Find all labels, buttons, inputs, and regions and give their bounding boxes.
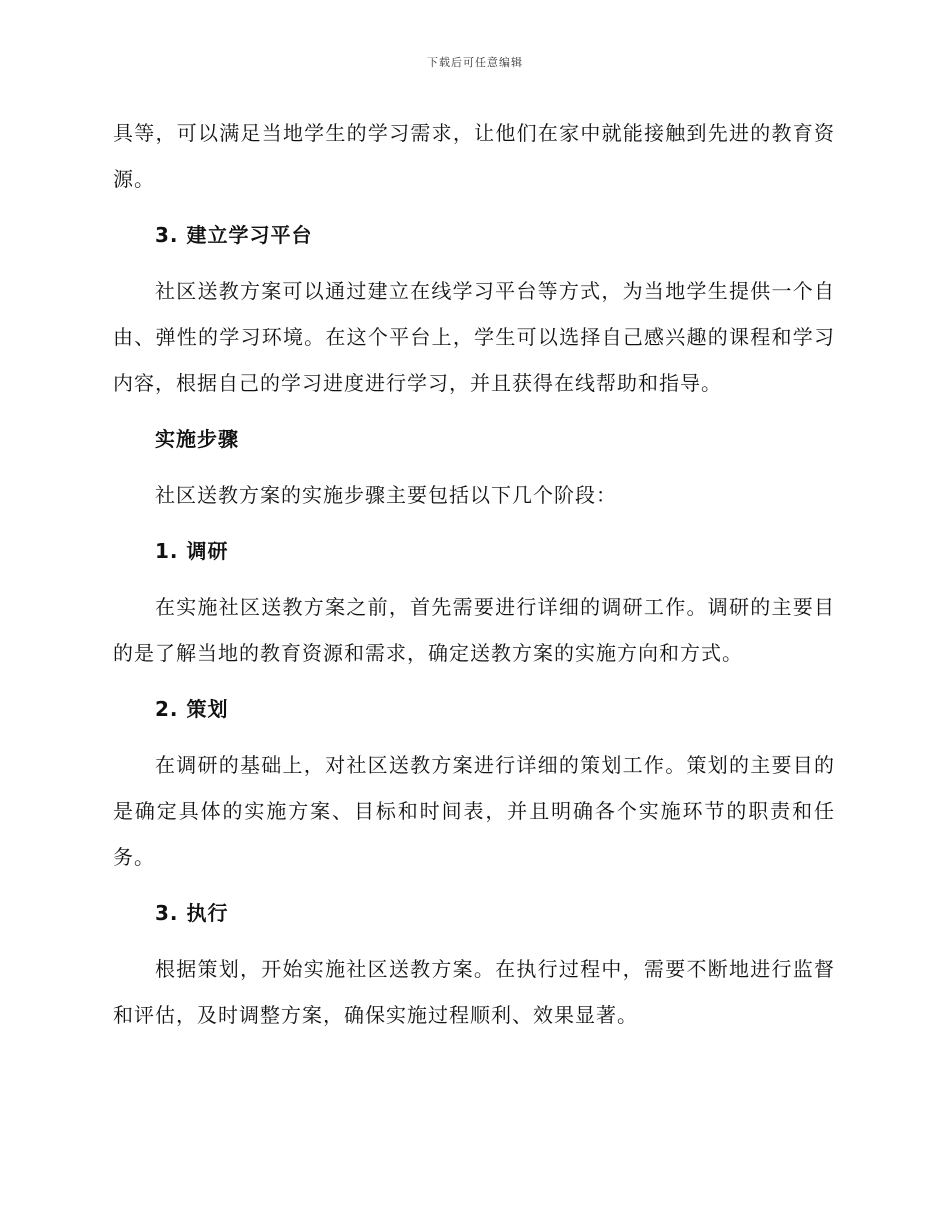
step1-paragraph: 在实施社区送教方案之前，首先需要进行详细的调研工作。调研的主要目的是了解当地的教育资源和需求，确定送教方案的实施方向和方式。 [113, 595, 835, 665]
step3-heading: 3. 执行 [155, 901, 229, 925]
step2-heading: 2. 策划 [155, 697, 229, 721]
document-body [113, 110, 835, 1048]
step3-paragraph: 根据策划，开始实施社区送教方案。在执行过程中，需要不断地进行监督和评估，及时调整方案，确保实施过程顺利、效果显著。 [113, 957, 835, 1027]
step1-heading: 1. 调研 [155, 539, 229, 563]
section3-heading: 3. 建立学习平台 [155, 223, 313, 247]
implementation-intro-paragraph: 社区送教方案的实施步骤主要包括以下几个阶段： [155, 483, 617, 507]
section3-paragraph: 社区送教方案可以通过建立在线学习平台等方式，为当地学生提供一个自由、弹性的学习环境。在这个平台上，学生可以选择自己感兴趣的课程和学习内容，根据自己的学习进度进行学习，并且获得在线帮助和指导。 [113, 279, 835, 395]
step2-paragraph: 在调研的基础上，对社区送教方案进行详细的策划工作。策划的主要目的是确定具体的实施方案、目标和时间表，并且明确各个实施环节的职责和任务。 [113, 753, 835, 869]
intro-continuation-paragraph: 具等，可以满足当地学生的学习需求，让他们在家中就能接触到先进的教育资源。 [113, 121, 835, 191]
header-note: 下载后可任意编辑 [427, 56, 523, 69]
implementation-heading: 实施步骤 [155, 427, 239, 451]
